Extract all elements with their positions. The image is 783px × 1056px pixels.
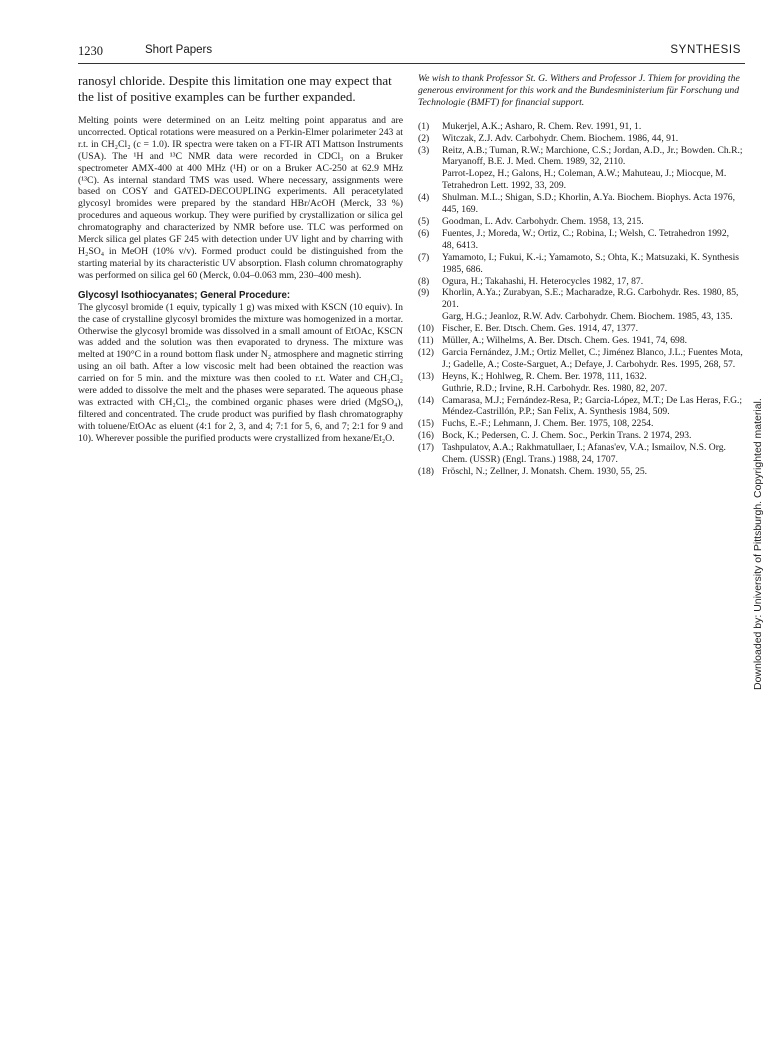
reference-item [418, 395, 743, 419]
reference-list [418, 121, 743, 478]
reference-number: (4) [418, 192, 430, 204]
right-column [418, 73, 743, 478]
reference-number: (8) [418, 275, 430, 287]
reference-text: Fuentes, J.; Moreda, W.; Ortiz, C.; Robina, I.; Welsh, C. Tetrahedron 1992, 48, 6413. [442, 227, 730, 251]
reference-text: Tashpulatov, A.A.; Rakhmatullaer, I.; Afanas'ev, V.A.; Ismailov, N.S. Org. Chem. (USSR) (Engl. Trans.) 1988, 24, 1707. [442, 442, 726, 466]
reference-number: (11) [418, 335, 434, 347]
reference-item [418, 323, 743, 335]
page-header [78, 44, 741, 62]
reference-number: (3) [418, 144, 430, 156]
reference-text: Fischer, E. Ber. Dtsch. Chem. Ges. 1914, 47, 1377. [442, 323, 639, 335]
reference-number: (2) [418, 132, 430, 144]
reference-text: Mukerjel, A.K.; Asharo, R. Chem. Rev. 1991, 91, 1. [442, 120, 642, 132]
reference-text: Ogura, H.; Takahashi, H. Heterocycles 1982, 17, 87. [442, 275, 644, 287]
reference-item [418, 466, 743, 478]
reference-item [418, 228, 743, 252]
reference-item [418, 371, 743, 383]
reference-number: (9) [418, 287, 430, 299]
page-number: 1230 [78, 44, 103, 58]
reference-number: (17) [418, 442, 434, 454]
reference-text: Bock, K.; Pedersen, C. J. Chem. Soc., Perkin Trans. 2 1974, 293. [442, 430, 692, 442]
reference-text: Fuchs, E.-F.; Lehmann, J. Chem. Ber. 1975, 108, 2254. [442, 418, 654, 430]
left-column [78, 73, 403, 445]
reference-continuation: Parrot-Lopez, H.; Galons, H.; Coleman, A.W.; Mahuteau, J.; Miocque, M. Tetrahedron Lett. 1992, 33, 209. [442, 168, 727, 192]
reference-number: (18) [418, 466, 434, 477]
reference-text: Reitz, A.B.; Tuman, R.W.; Marchione, C.S.; Jordan, A.D., Jr.; Bowden. Ch.R.; Maryanoff, B.E. J. Med. Chem. 1989, 32, 2110. [442, 144, 743, 168]
reference-item [418, 347, 743, 371]
section-title: Short Papers [145, 44, 213, 56]
reference-item [418, 335, 743, 347]
reference-item [418, 430, 743, 442]
reference-number: (12) [418, 346, 434, 358]
reference-number: (1) [418, 120, 430, 132]
reference-item [418, 276, 743, 288]
reference-text: Witczak, Z.J. Adv. Carbohydr. Chem. Biochem. 1986, 44, 91. [442, 132, 679, 144]
reference-text: Khorlin, A.Ya.; Zurabyan, S.E.; Macharadze, R.G. Carbohydr. Res. 1980, 85, 201. [442, 287, 739, 311]
reference-item [418, 192, 743, 216]
reference-number: (5) [418, 215, 430, 227]
reference-text: Shulman. M.L.; Shigan, S.D.; Khorlin, A.Ya. Biochem. Biophys. Acta 1976, 445, 169. [442, 192, 735, 216]
download-notice: Downloaded by: University of Pittsburgh. Copyrighted material. [752, 398, 764, 690]
reference-item [418, 418, 743, 430]
journal-name: SYNTHESIS [670, 44, 741, 56]
reference-text: Heyns, K.; Hohlweg, R. Chem. Ber. 1978, 111, 1632. [442, 370, 647, 382]
reference-number: (16) [418, 430, 434, 442]
intro-paragraph: ranosyl chloride. Despite this limitation one may expect that the list of positive examples can be further expanded. [78, 73, 392, 104]
reference-text: Müller, A.; Wilhelms, A. Ber. Dtsch. Chem. Ges. 1941, 74, 698. [442, 335, 688, 347]
reference-continuation: Garg, H.G.; Jeanloz, R.W. Adv. Carbohydr. Chem. Biochem. 1985, 43, 135. [442, 311, 733, 323]
reference-number: (7) [418, 251, 430, 263]
reference-text: Garcia Fernández, J.M.; Ortiz Mellet, C.; Jiménez Blanco, J.L.; Fuentes Mota, J.; Gadelle, A.; Coste-Sarguet, A.; Defaye, J. Carbohydr. Res. 1995, 268, 57. [442, 346, 743, 370]
procedure-heading: Glycosyl Isothiocyanates; General Procedure: [78, 289, 291, 301]
reference-number: (13) [418, 370, 434, 382]
reference-item [418, 133, 743, 145]
methods-paragraph: Melting points were determined on an Leitz melting point apparatus and are uncorrected. Optical rotations were measured on a Perkin-Elmer polarimeter 243 at r.t. in CH₂Cl₂ (c = 1.0). IR spectra were taken on a FT-IR ATI Mattson Instruments (USA). The ¹H and ¹³C NMR data were recorded in CDCl₃ on a Bruker spectrometer AMX-400 at 400 MHz (¹H) or on a Bruker AC-250 at 62.9 MHz (¹³C). As internal standard TMS was used. Where necessary, assignments were based on COSY and GATED-DECOUPLING experiments. All peracetylated glycosyl bromides were prepared by the standard HBr/AcOH (Merck, 33 %) procedures and aqueous workup. They were purified by crystallization or silica gel chromatography and characterized by NMR before use. TLC was performed on Merck silica gel plates GF 245 with detection under UV light and by charring with H₂SO₄ in MeOH (10% v/v). Formed product could be distinguished from the starting material by its characteristic UV absorption. Flash column chromatography was performed on silica gel 60 (Merck, 0.04–0.063 mm, 230–400 mesh). [78, 115, 403, 281]
reference-text: Camarasa, M.J.; Fernández-Resa, P.; Garcia-López, M.T.; De Las Heras, F.G.; Méndez-Castrillón, P.P.; San Felix, A. Synthesis 1984, 509. [442, 394, 743, 418]
reference-text: Fröschl, N.; Zellner, J. Monatsh. Chem. 1930, 55, 25. [442, 466, 648, 477]
reference-continuation: Guthrie, R.D.; Irvine, R.H. Carbohydr. Res. 1980, 82, 207. [442, 382, 668, 394]
reference-item [418, 287, 743, 311]
reference-text: Yamamoto, I.; Fukui, K.-i.; Yamamoto, S.; Ohta, K.; Matsuzaki, K. Synthesis 1985, 686. [442, 251, 739, 275]
reference-item [418, 216, 743, 228]
reference-item [418, 442, 743, 466]
reference-number: (15) [418, 418, 434, 430]
reference-text: Goodman, L. Adv. Carbohydr. Chem. 1958, 13, 215. [442, 215, 644, 227]
reference-item [418, 121, 743, 133]
reference-number: (14) [418, 394, 434, 406]
procedure-paragraph: The glycosyl bromide (1 equiv, typically 1 g) was mixed with KSCN (10 equiv). In the case of crystalline glycosyl bromides the mixture was homogenized in a mortar. Otherwise the glycosyl bromide was dissolved in a small amount of EtOAc, KSCN was added and the solution was then evaporated to dryness. The mixture was melted at 190°C in a round bottom flask under N₂ atmosphere and magnetic stirring using an oil bath. After a low viscosic melt had been obtained the reaction was carried on for 5 min. and the mixture was then cooled to r.t. Water and CH₂Cl₂ were added to dissolve the melt and the phases were separated. The aqueous phase was extracted with CH₂Cl₂, the combined organic phases were dried (MgSO₄), filtered and concentrated. The crude product was purified by flash chromatography with toluene/EtOAc as eluent (4:1 for 2, 3, and 4; 7:1 for 5, 6, and 7; 2:1 for 9 and 10). Wherever possible the purified products were crystallized from hexane/Et₂O. [78, 301, 403, 444]
reference-number: (10) [418, 323, 434, 335]
header-rule [78, 63, 745, 64]
reference-item [418, 252, 743, 276]
reference-number: (6) [418, 227, 430, 239]
reference-item [418, 145, 743, 169]
acknowledgement: We wish to thank Professor St. G. Withers and Professor J. Thiem for providing the generous environment for this work and the Bundesministerium für Forschung und Technologie (BMFT) for financial support. [418, 73, 740, 108]
